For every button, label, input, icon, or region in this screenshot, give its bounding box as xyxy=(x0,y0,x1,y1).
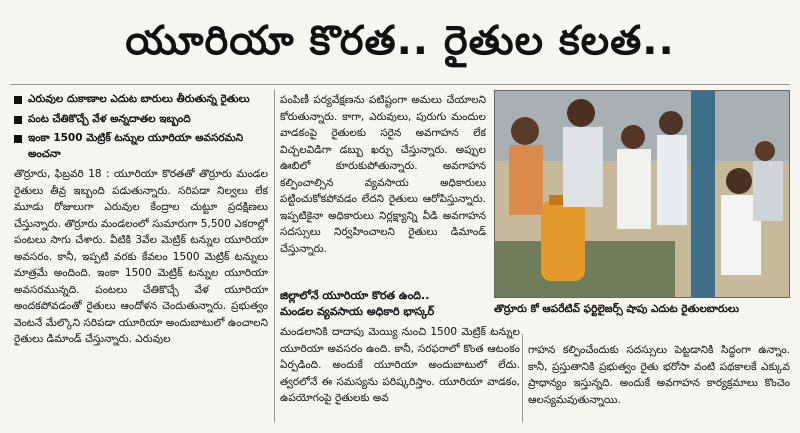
bullet-item: ఇంకా 1500 మెట్రిక్ టన్నుల యూరియా అవసరమని అంచనా xyxy=(14,131,268,162)
article-paragraph-1: తొర్రూరు, ఫిబ్రవరి 18 : యూరియా కొరతతో తొర్రూరు మండల రైతులు తీవ్ర ఇబ్బంది పడుతున్నారు. సరిపడా నిల్వలు లేక మూడు రోజులుగా ఎరువుల కేంద్రాల చుట్టూ ప్రదక్షిణలు చేస్తున్నారు. తొర్రూరు మండలంలో సుమారుగా 5,500 ఎకరాల్లో పంటలు సాగు చేశారు. వీటికి 3వేల మెట్రిక్ టన్నుల యూరియా అవసరం. కానీ, ఇప్పటి వరకు కేవలం 1500 మెట్రిక్ టన్నులు మాత్రమే అందింది. ఇంకా 1500 మెట్రిక్ టన్నుల యూరియా అవసరమున్నది. పంటలు చేతికొచ్చే వేళ యూరియా అందకపోవడంతో రైతులు ఆందోళన చెందుతున్నారు. ప్రభుత్వం వెంటనే మేల్కొని సరిపడా యూరియా అందుబాటులో ఉంచాలని రైతులు డిమాండ్ చేస్తున్నారు. ఎరువుల xyxy=(14,168,268,345)
highlight-bullets xyxy=(14,92,268,162)
article-paragraph-2: పంపిణీ పర్యవేక్షణను పటిష్టంగా అమలు చేయాలని కోరుతున్నారు. కాగా, ఎరువులు, పురుగు మందుల వాడకంపై రైతులకు సరైన అవగాహన లేక విచ్చలవిడిగా డబ్బు ఖర్చు చేస్తున్నారు. అప్పుల ఊబిలో కూరుకుపోతున్నారు. అవగాహన కల్పించాల్సిన వ్యవసాయ అధికారులు పట్టించుకోకపోవడం లేదని రైతులు ఆరోపిస్తున్నారు. ఇప్పటికైనా అధికారులు నిర్లక్ష్యాన్ని వీడి అవగాహన సదస్సులు నిర్వహించాలని రైతులు డిమాండ్ చేస్తున్నారు. xyxy=(280,94,486,255)
subheading-source: మండల వ్యవసాయ అధికారి భాస్కర్ xyxy=(280,305,435,318)
article-paragraph-4: గాహన కల్పించేందుకు సదస్సులు పెట్టడానికి సిద్ధంగా ఉన్నాం. కానీ, ప్రస్తుతానికి ప్రభుత్వం రైతు భరోసా వంటి పథకాలకే ఎక్కువ ప్రాధాన్యం ఇస్తున్నది. అందుకే అవగాహన కార్యక్రమాలు కొంచెం ఆలస్యమవుతున్నాయి. xyxy=(528,344,790,406)
photo-caption: తొర్రూరు కో ఆపరేటివ్ ఫర్టిలైజర్స్ షాపు ఎదుట రైతులబారులు xyxy=(494,303,739,315)
column-divider-bottom xyxy=(522,334,523,422)
headline-divider xyxy=(10,84,790,85)
article-paragraph-3: మండలానికి దాదాపు మెయ్యి నుంచి 1500 మెట్రిక్ టన్నుల యూరియా అవసరం ఉంది. కానీ, సరఫరాలో కొంత ఆటంకం ఏర్పడింది. అందుకే యూరియా అందుబాటులో లేదు. త్వరలోనే ఈ సమస్యను పరిష్కరిస్తాం. యూరియా వాడకం, ఉపయోగంపై రైతులకు అవ xyxy=(280,326,520,404)
column-1 xyxy=(14,92,268,422)
bullet-item: ఎరువుల దుకాణాల ఎదుట బారులు తీరుతున్న రైతులు xyxy=(14,92,268,108)
farmers-queue-photo xyxy=(495,91,789,297)
bullet-square-icon xyxy=(14,96,22,104)
subheading: జిల్లాలోనే యూరియా కొరత ఉంది.. xyxy=(280,289,430,302)
news-photo xyxy=(494,90,790,298)
bullet-square-icon xyxy=(14,116,22,124)
column-divider xyxy=(274,90,275,422)
bullet-item: పంట చేతికొచ్చే వేళ అన్నదాతల ఇబ్బంది xyxy=(14,112,268,128)
bullet-square-icon xyxy=(14,135,22,143)
column-2 xyxy=(280,92,486,304)
headline: యూరియా కొరత.. రైతుల కలత.. xyxy=(125,18,675,64)
